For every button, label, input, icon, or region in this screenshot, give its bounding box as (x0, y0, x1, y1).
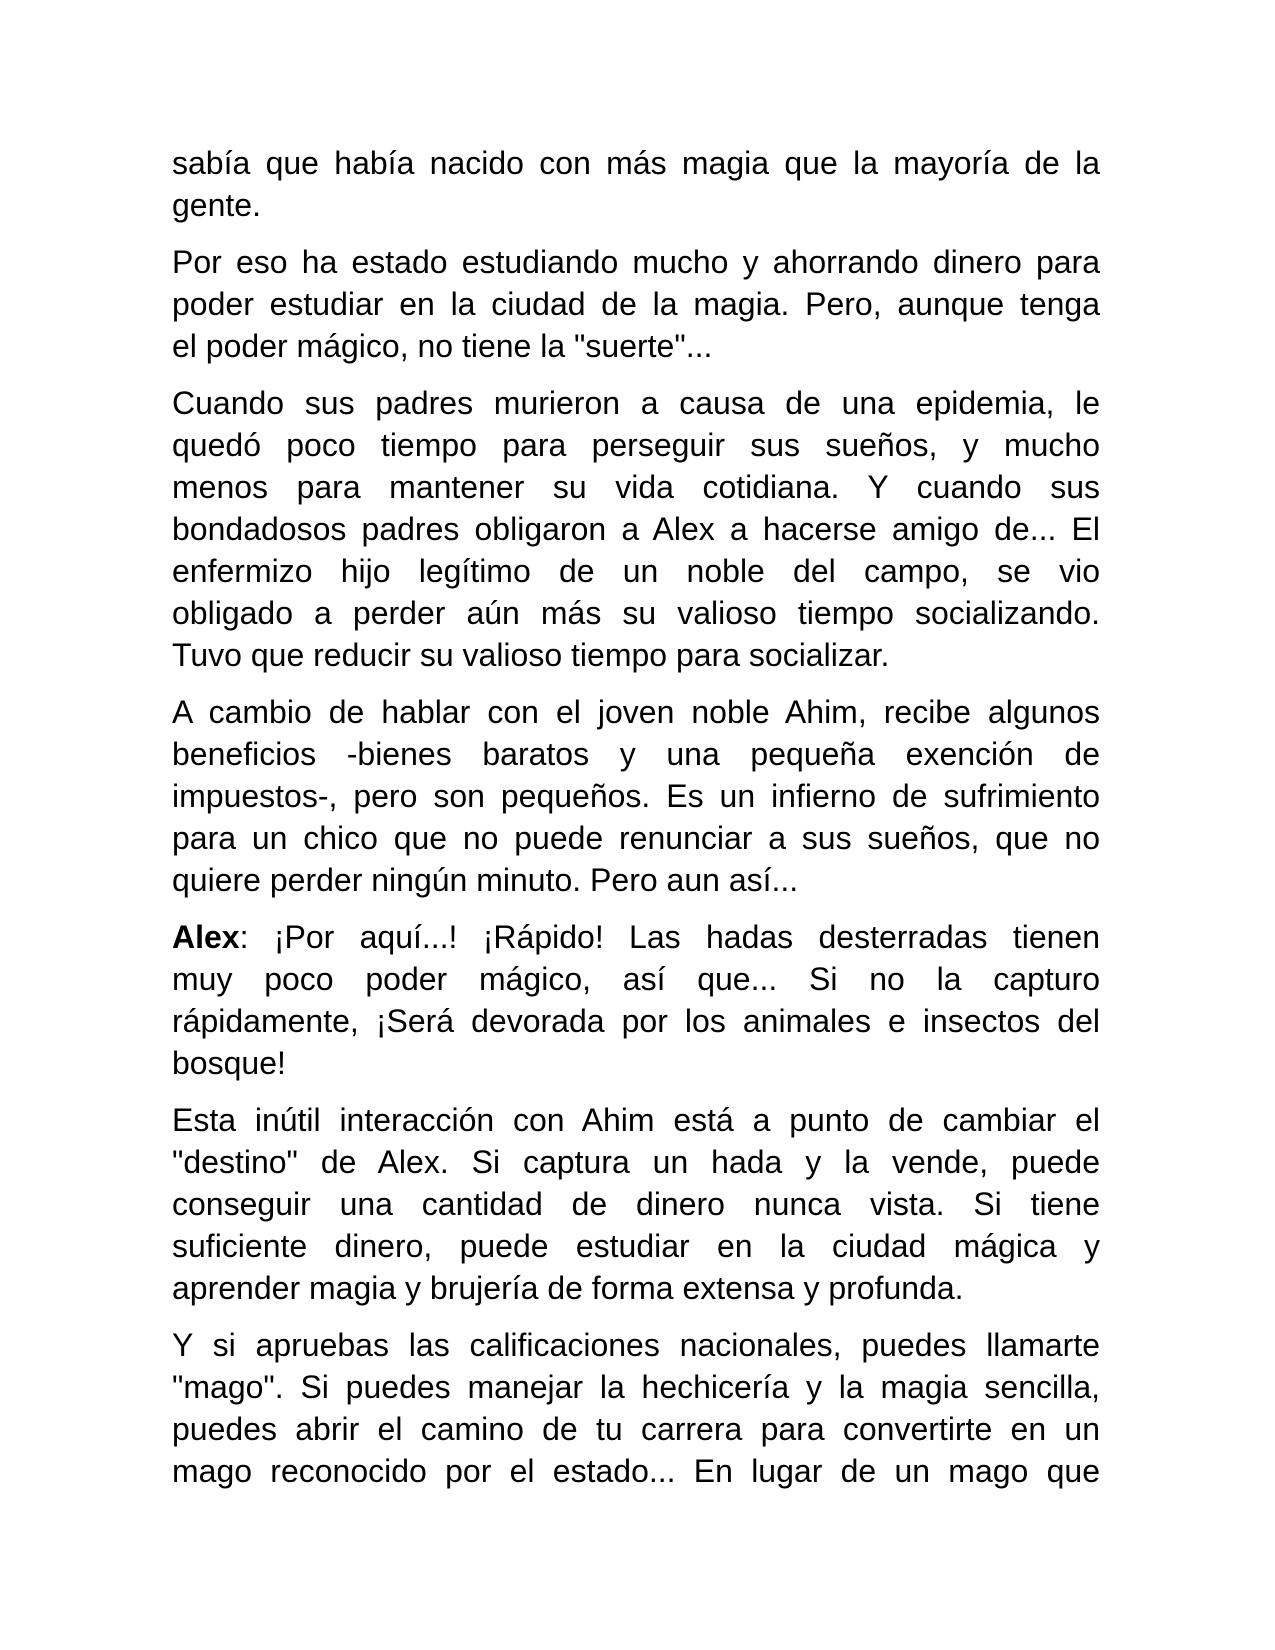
text-line: Tuvo que reducir su valioso tiempo para socializar. (172, 637, 890, 673)
text-line: rápidamente, ¡Será devorada por los animales e insectos del (172, 1003, 1100, 1039)
text-line: aprender magia y brujería de forma extensa y profunda. (172, 1270, 964, 1306)
paragraph (172, 1099, 1100, 1309)
text-line: Por eso ha estado estudiando mucho y ahorrando dinero para (172, 244, 1100, 280)
text-line: Esta inútil interacción con Ahim está a punto de cambiar el (172, 1102, 1100, 1138)
text-line: conseguir una cantidad de dinero nunca vista. Si tiene (172, 1186, 1100, 1222)
paragraph (172, 1324, 1100, 1492)
text-line: poder estudiar en la ciudad de la magia. Pero, aunque tenga (172, 286, 1100, 322)
paragraph (172, 142, 1100, 226)
paragraph (172, 691, 1100, 901)
text-line: Y si apruebas las calificaciones nacionales, puedes llamarte (172, 1327, 1100, 1363)
text-line: mago reconocido por el estado... En lugar de un mago que (172, 1453, 1100, 1489)
text-line: "mago". Si puedes manejar la hechicería y la magia sencilla, (172, 1369, 1100, 1405)
text-line: puedes abrir el camino de tu carrera para convertirte en un (172, 1411, 1100, 1447)
text-line: enfermizo hijo legítimo de un noble del campo, se vio (172, 553, 1100, 589)
text-line: obligado a perder aún más su valioso tiempo socializando. (172, 595, 1100, 631)
text-line: suficiente dinero, puede estudiar en la ciudad mágica y (172, 1228, 1100, 1264)
text-line: A cambio de hablar con el joven noble Ahim, recibe algunos (172, 694, 1100, 730)
paragraph (172, 382, 1100, 676)
text-line: bosque! (172, 1045, 286, 1081)
text-line: quedó poco tiempo para perseguir sus sueños, y mucho (172, 427, 1100, 463)
paragraph (172, 916, 1100, 1084)
text-line: el poder mágico, no tiene la "suerte"... (172, 328, 713, 364)
text-line: beneficios -bienes baratos y una pequeña exención de (172, 736, 1100, 772)
text-line: muy poco poder mágico, así que... Si no la capturo (172, 961, 1100, 997)
text-line: bondadosos padres obligaron a Alex a hacerse amigo de... El (172, 511, 1100, 547)
speaker-name: Alex (172, 919, 240, 955)
text-line: sabía que había nacido con más magia que la mayoría de la (172, 145, 1100, 181)
document-text (172, 142, 1100, 1507)
text-line: "destino" de Alex. Si captura un hada y la vende, puede (172, 1144, 1100, 1180)
text-line: gente. (172, 187, 261, 223)
text-line: menos para mantener su vida cotidiana. Y cuando sus (172, 469, 1100, 505)
text-line: para un chico que no puede renunciar a sus sueños, que no (172, 820, 1100, 856)
paragraph (172, 241, 1100, 367)
text-line: impuestos-, pero son pequeños. Es un infierno de sufrimiento (172, 778, 1100, 814)
text-line: Cuando sus padres murieron a causa de una epidemia, le (172, 385, 1100, 421)
text-line: Alex: ¡Por aquí...! ¡Rápido! Las hadas desterradas tienen (172, 919, 1100, 955)
text-line: quiere perder ningún minuto. Pero aun así... (172, 862, 799, 898)
